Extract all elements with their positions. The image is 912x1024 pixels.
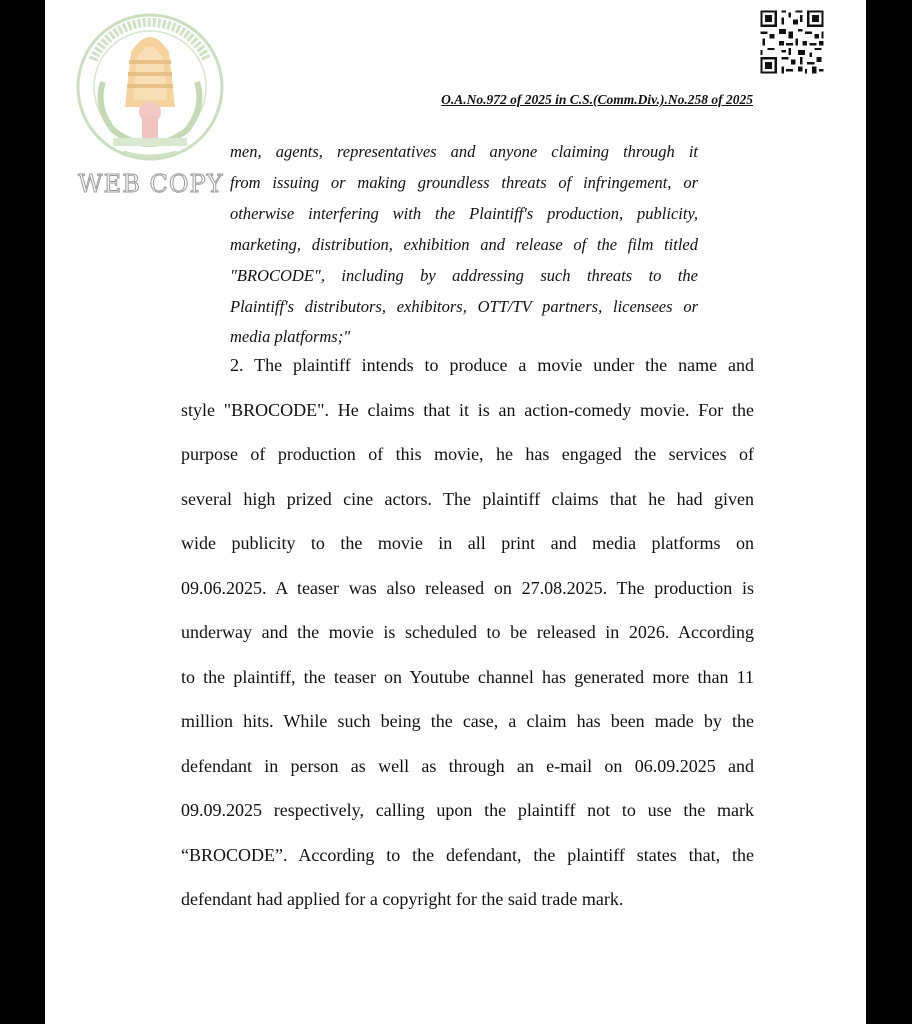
paragraph-line: purpose of production of this movie, he has engaged the services of	[181, 444, 754, 464]
web-copy-watermark: WEB COPY	[78, 170, 224, 198]
paragraph-line: wide publicity to the movie in all print and media platforms on	[181, 533, 754, 553]
document-page	[45, 0, 866, 1024]
paragraph-line: underway and the movie is scheduled to be released in 2026. According	[181, 622, 754, 642]
quote-line: media platforms;"	[230, 327, 351, 347]
quote-line: Plaintiff's distributors, exhibitors, OTT/TV partners, licensees or	[230, 296, 698, 316]
paragraph-line: defendant had applied for a copyright for the said trade mark.	[181, 889, 624, 909]
paragraph-line: million hits. While such being the case, a claim has been made by the	[181, 711, 754, 731]
paragraph-line: defendant in person as well as through an e-mail on 06.09.2025 and	[181, 755, 754, 776]
paragraph-line: to the plaintiff, the teaser on Youtube channel has generated more than 11	[181, 666, 754, 687]
paragraph-line: 2. The plaintiff intends to produce a movie under the name and	[230, 355, 754, 375]
tamil-nadu-emblem-icon	[73, 12, 227, 162]
paragraph-line: 09.09.2025 respectively, calling upon the plaintiff not to use the mark	[181, 800, 754, 820]
paragraph-line: style "BROCODE". He claims that it is an action-comedy movie. For the	[181, 399, 754, 420]
quote-line: "BROCODE", including by addressing such threats to the	[230, 265, 698, 285]
quote-line: marketing, distribution, exhibition and release of the film titled	[230, 234, 698, 254]
quote-line: from issuing or making groundless threats of infringement, or	[230, 172, 698, 192]
paragraph-2	[181, 354, 754, 933]
qr-code-icon	[758, 8, 826, 76]
quote-line: otherwise interfering with the Plaintiff's production, publicity,	[230, 203, 698, 223]
quoted-prayer-text	[230, 137, 698, 353]
quote-line: men, agents, representatives and anyone claiming through it	[230, 142, 698, 161]
paragraph-line: several high prized cine actors. The plaintiff claims that he had given	[181, 488, 754, 509]
paragraph-line: “BROCODE”. According to the defendant, the plaintiff states that, the	[181, 844, 754, 865]
paragraph-line: 09.06.2025. A teaser was also released on 27.08.2025. The production is	[181, 577, 754, 598]
case-number: O.A.No.972 of 2025 in C.S.(Comm.Div.).No.258 of 2025	[441, 92, 753, 107]
